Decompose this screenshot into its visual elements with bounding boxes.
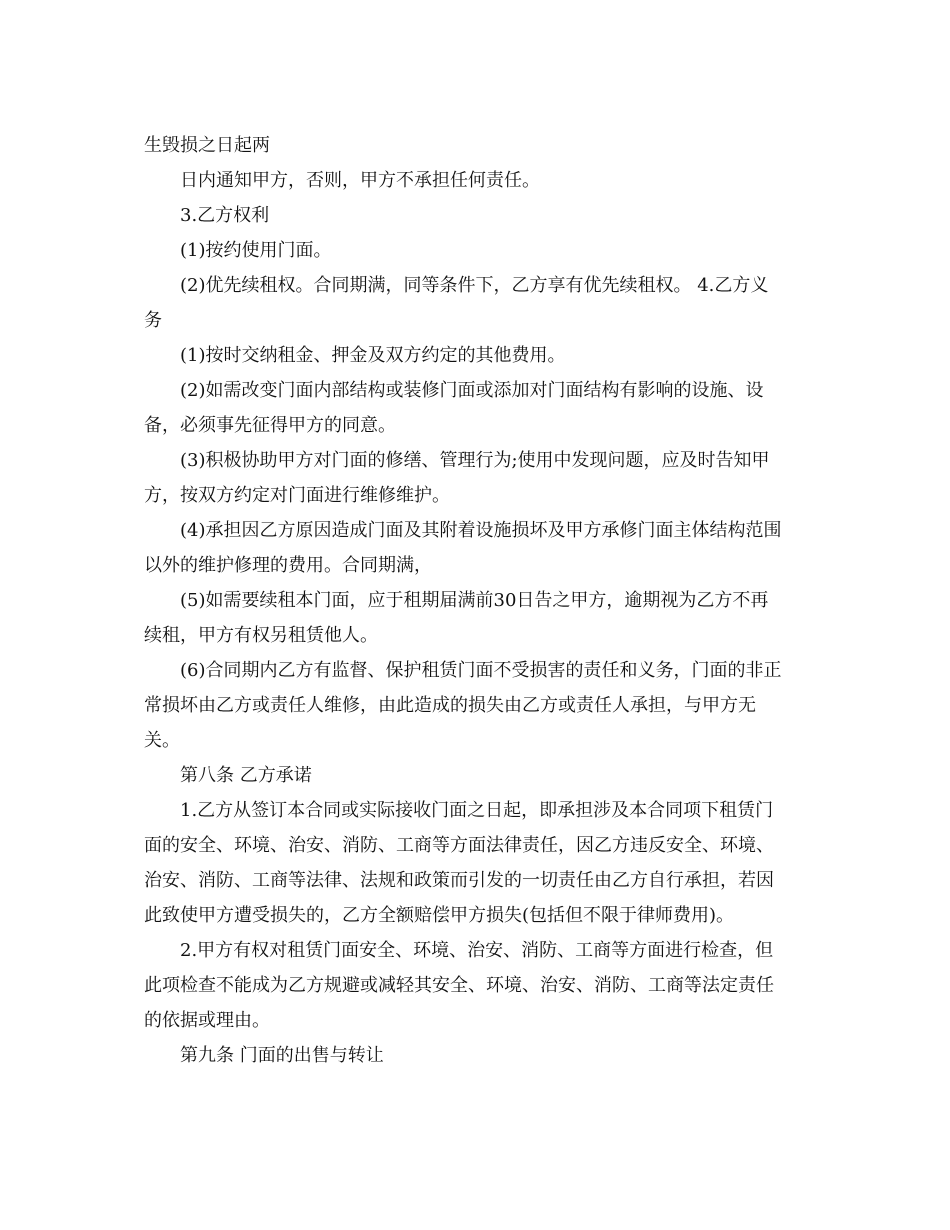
text-line: (1)按约使用门面。 — [180, 240, 332, 261]
text-line: 续租，甲方有权另租赁他人。 — [144, 625, 378, 646]
text-line: 常损坏由乙方或责任人维修，由此造成的损失由乙方或责任人承担，与甲方无 — [144, 695, 756, 716]
text-line: (2)如需改变门面内部结构或装修门面或添加对门面结构有影响的设施、设 — [180, 380, 764, 401]
text-line: 关。 — [144, 730, 180, 751]
text-line: 治安、消防、工商等法律、法规和政策而引发的一切责任由乙方自行承担，若因 — [144, 870, 774, 891]
text-line: (3)积极协助甲方对门面的修缮、管理行为;使用中发现问题，应及时告知甲 — [180, 450, 770, 471]
text-line: 以外的维护修理的费用。合同期满， — [144, 555, 432, 576]
text-line: 生毁损之日起两 — [144, 135, 270, 156]
text-line: 2.甲方有权对租赁门面安全、环境、治安、消防、工商等方面进行检查，但 — [180, 940, 774, 961]
text-line: 面的安全、环境、治安、消防、工商等方面法律责任，因乙方违反安全、环境、 — [144, 835, 774, 856]
document-body — [144, 128, 814, 1073]
text-line: 备，必须事先征得甲方的同意。 — [144, 415, 396, 436]
text-line: 此项检查不能成为乙方规避或减轻其安全、环境、治安、消防、工商等法定责任 — [144, 975, 774, 996]
text-line: 的依据或理由。 — [144, 1010, 270, 1031]
text-line: 此致使甲方遭受损失的，乙方全额赔偿甲方损失(包括但不限于律师费用)。 — [144, 905, 735, 926]
text-line: (6)合同期内乙方有监督、保护租赁门面不受损害的责任和义务，门面的非正 — [180, 660, 782, 681]
text-line: (2)优先续租权。合同期满，同等条件下，乙方享有优先续租权。 4.乙方义 — [180, 275, 769, 296]
text-line: 方，按双方约定对门面进行维修维护。 — [144, 485, 450, 506]
text-line: 务 — [144, 310, 162, 331]
text-line: (5)如需要续租本门面，应于租期届满前30日告之甲方，逾期视为乙方不再 — [180, 590, 769, 611]
text-line: 1.乙方从签订本合同或实际接收门面之日起，即承担涉及本合同项下租赁门 — [180, 800, 774, 821]
article-heading: 第九条 门面的出售与转让 — [180, 1045, 384, 1066]
section-heading: 3.乙方权利 — [180, 205, 270, 226]
text-line: 日内通知甲方，否则，甲方不承担任何责任。 — [180, 170, 540, 191]
text-line: (1)按时交纳租金、押金及双方约定的其他费用。 — [180, 345, 566, 366]
text-line: (4)承担因乙方原因造成门面及其附着设施损坏及甲方承修门面主体结构范围 — [180, 520, 782, 541]
article-heading: 第八条 乙方承诺 — [180, 765, 312, 786]
